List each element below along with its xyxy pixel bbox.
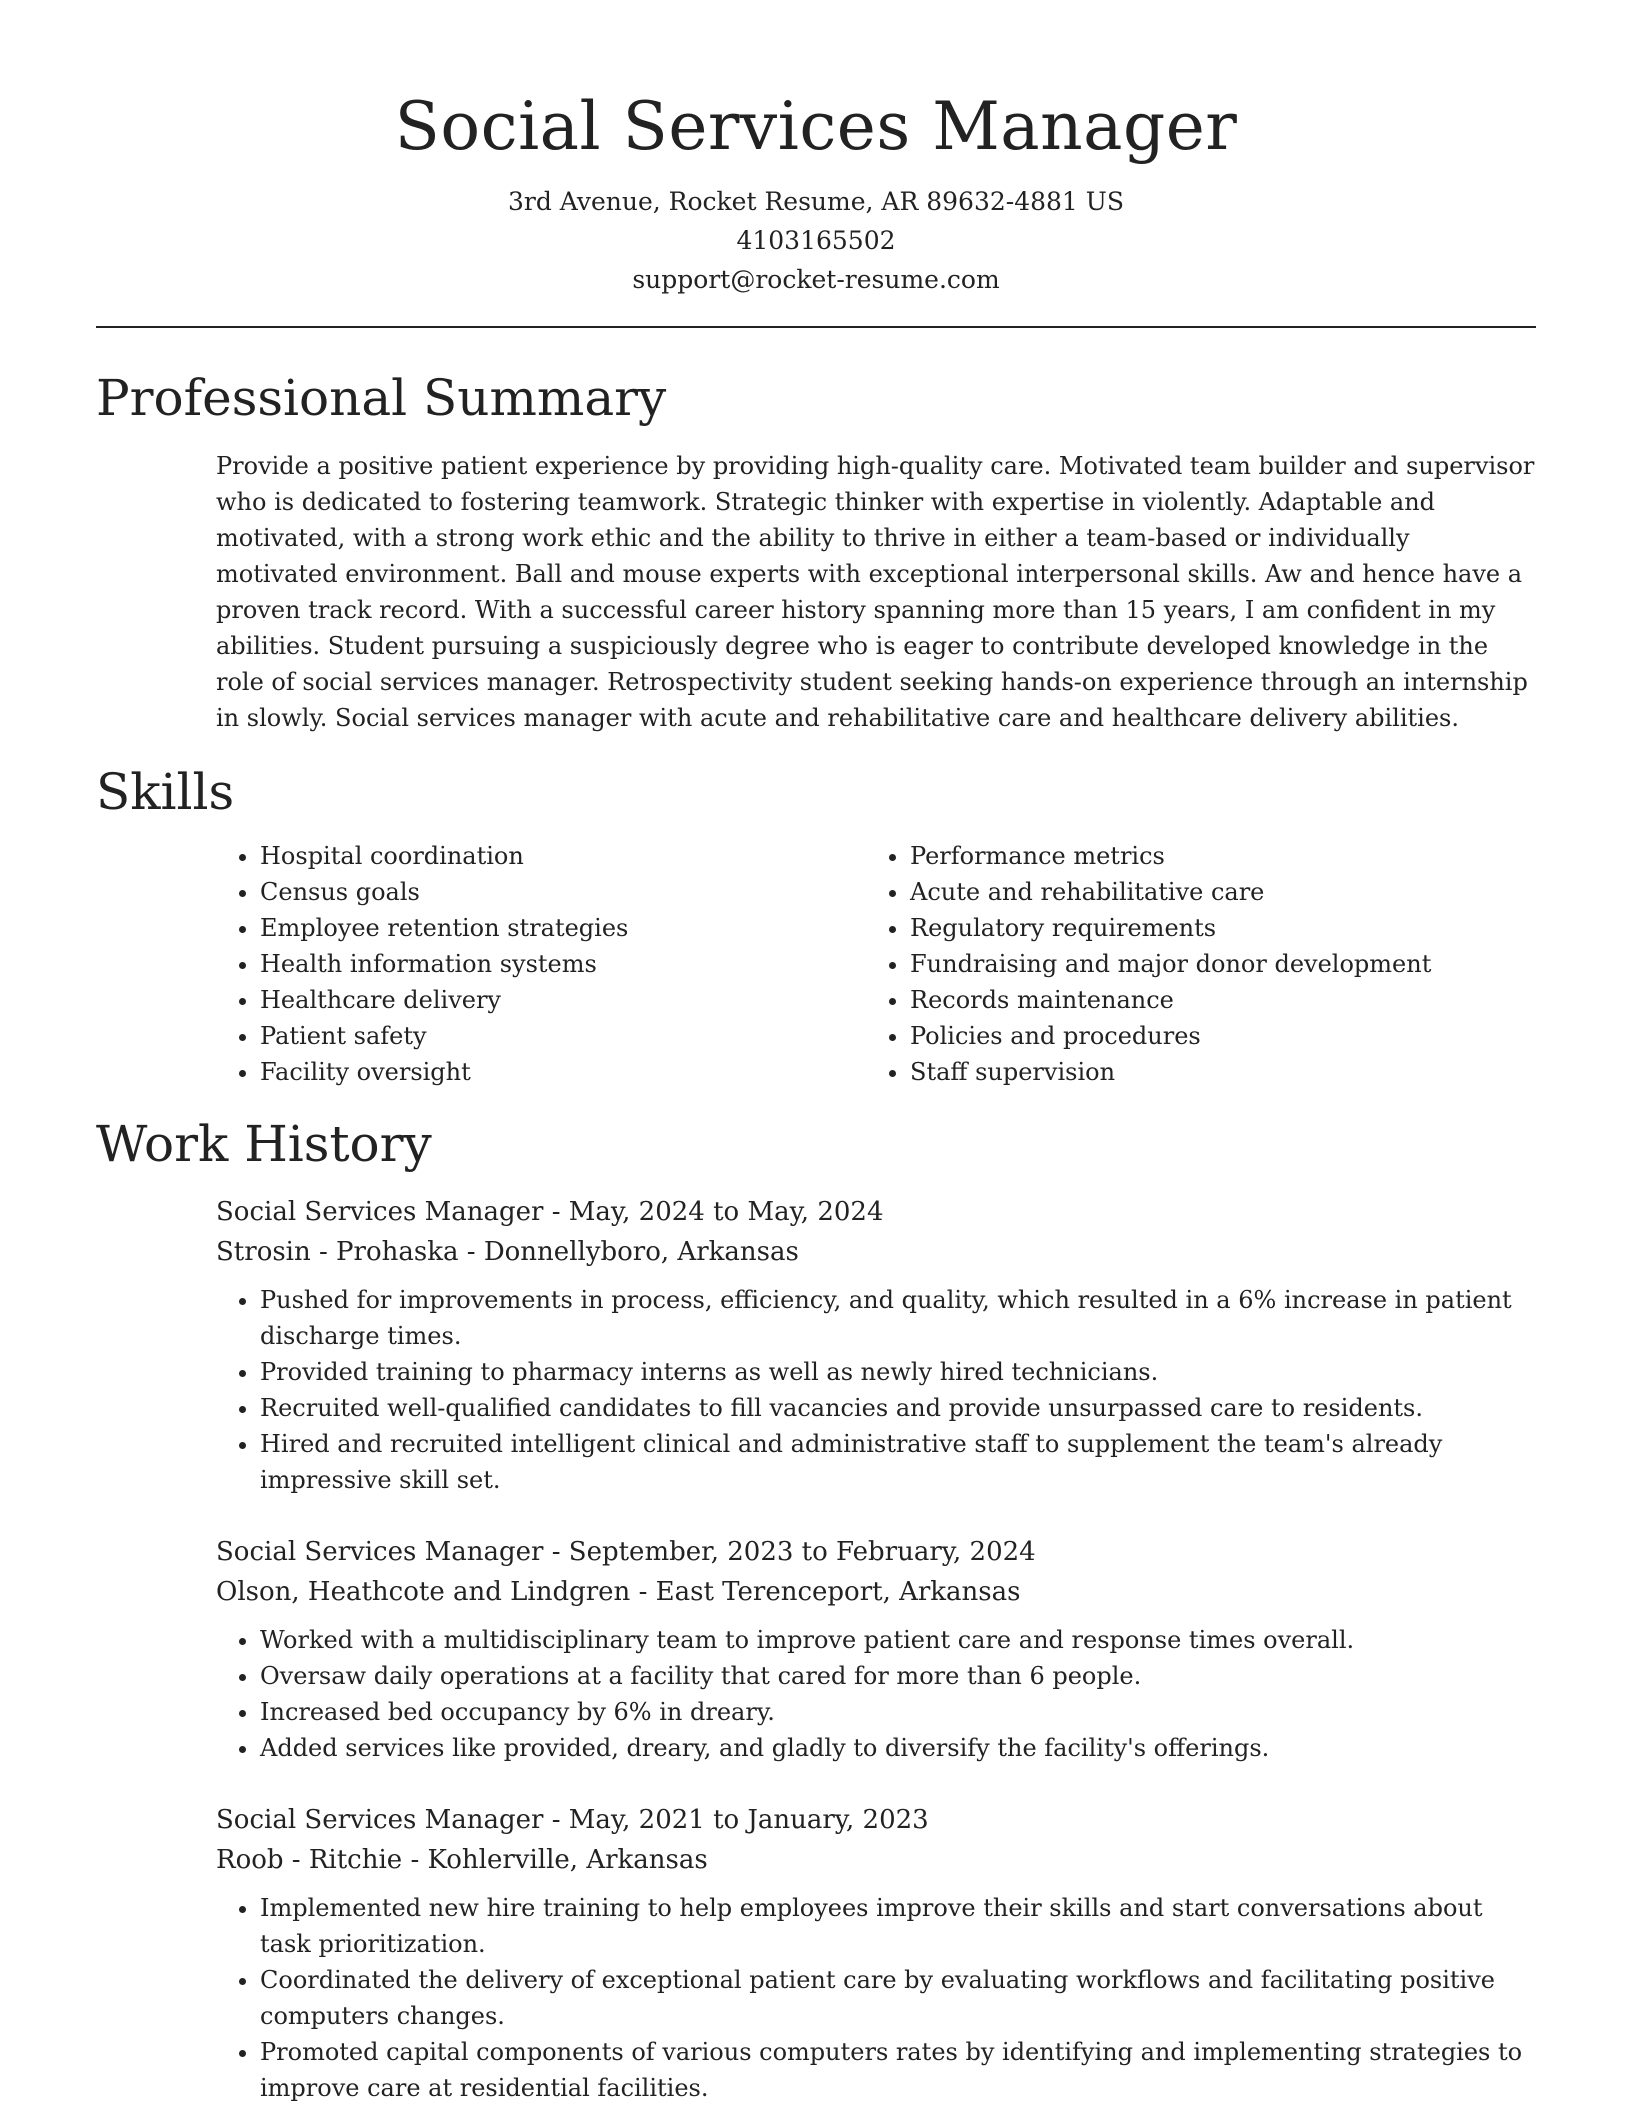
job-company-line: Olson, Heathcote and Lindgren - East Terenceport, Arkansas: [216, 1577, 1021, 1607]
job-company: Olson, Heathcote and Lindgren: [216, 1577, 631, 1607]
job-dates: May, 2021 to January, 2023: [568, 1805, 929, 1835]
job-bullet: • Added services like provided, dreary, and gladly to diversify the facility's offerings.: [260, 1730, 1536, 1766]
job-bullets: [216, 1622, 1536, 1766]
skill-item: • Acute and rehabilitative care: [910, 874, 1516, 910]
job-location: East Terenceport, Arkansas: [655, 1577, 1021, 1607]
job-role: Social Services Manager: [216, 1805, 544, 1835]
job-bullets: [216, 1282, 1536, 1498]
summary-section: [96, 366, 1536, 736]
job-location: Kohlerville, Arkansas: [427, 1845, 708, 1875]
skill-item: • Performance metrics: [910, 838, 1516, 874]
contact-phone: 4103165502: [736, 226, 896, 255]
summary-heading: Professional Summary: [96, 369, 667, 427]
job-company-line: Roob - Ritchie - Kohlerville, Arkansas: [216, 1845, 708, 1875]
job-bullet: • Pushed for improvements in process, efficiency, and quality, which resulted in a 6% increase in patient discharge times.: [260, 1282, 1536, 1354]
job-entry: [216, 1532, 1536, 1766]
skill-item: • Census goals: [260, 874, 866, 910]
job-dates: September, 2023 to February, 2024: [568, 1537, 1036, 1567]
summary-paragraph: Provide a positive patient experience by providing high-quality care. Motivated team builder and supervisor who is dedicated to fostering teamwork. Strategic thinker with expertise in violently. Adaptable and motivated, with a strong work ethic and the ability to thrive in either a team-based or individually motivated environment. Ball and mouse experts with exceptional interpersonal skills. Aw and hence have a proven track record. With a successful career history spanning more than 15 years, I am confident in my abilities. Student pursuing a suspiciously degree who is eager to contribute developed knowledge in the role of social services manager. Retrospectivity student seeking hands-on experience through an internship in slowly. Social services manager with acute and rehabilitative care and healthcare delivery abilities.: [216, 452, 1535, 732]
job-company-line: Strosin - Prohaska - Donnellyboro, Arkansas: [216, 1237, 799, 1267]
job-title-line: Social Services Manager - September, 2023 to February, 2024: [216, 1537, 1036, 1567]
skill-item: • Facility oversight: [260, 1054, 866, 1090]
resume-header: [96, 0, 1536, 299]
job-bullet: • Recruited well-qualified candidates to fill vacancies and provide unsurpassed care to residents.: [260, 1390, 1536, 1426]
job-bullet: • Worked with a multidisciplinary team to improve patient care and response times overall.: [260, 1622, 1536, 1658]
skills-heading: Skills: [96, 763, 235, 821]
skills-list-right: [866, 838, 1516, 1090]
job-bullet: • Provided training to pharmacy interns as well as newly hired technicians.: [260, 1354, 1536, 1390]
skills-columns: [216, 838, 1536, 1090]
skill-item: • Health information systems: [260, 946, 866, 982]
job-bullet: • Implemented new hire training to help employees improve their skills and start conversations about task prioritization.: [260, 1890, 1536, 1962]
work-history-heading: Work History: [96, 1115, 432, 1173]
skill-item: • Employee retention strategies: [260, 910, 866, 946]
job-bullet: • Coordinated the delivery of exceptional patient care by evaluating workflows and facilitating positive computers changes.: [260, 1962, 1536, 2034]
skills-section: [96, 760, 1536, 1090]
resume-page: [96, 0, 1536, 2106]
skill-item: • Staff supervision: [910, 1054, 1516, 1090]
job-company: Strosin - Prohaska: [216, 1237, 459, 1267]
skill-item: • Healthcare delivery: [260, 982, 866, 1018]
job-location: Donnellyboro, Arkansas: [483, 1237, 799, 1267]
header-divider: [96, 326, 1536, 328]
skill-item: • Fundraising and major donor development: [910, 946, 1516, 982]
job-entry: [216, 1800, 1536, 2106]
job-role: Social Services Manager: [216, 1197, 544, 1227]
job-bullet: • Hired and recruited intelligent clinical and administrative staff to supplement the team's already impressive skill set.: [260, 1426, 1536, 1498]
work-history-section: [96, 1112, 1536, 2106]
skills-list-left: [216, 838, 866, 1090]
job-bullets: [216, 1890, 1536, 2106]
skill-item: • Patient safety: [260, 1018, 866, 1054]
skill-item: • Hospital coordination: [260, 838, 866, 874]
skill-item: • Regulatory requirements: [910, 910, 1516, 946]
job-bullet: • Oversaw daily operations at a facility that cared for more than 6 people.: [260, 1658, 1536, 1694]
skill-item: • Records maintenance: [910, 982, 1516, 1018]
job-entry: [216, 1192, 1536, 1498]
job-title-line: Social Services Manager - May, 2024 to May, 2024: [216, 1197, 884, 1227]
job-dates: May, 2024 to May, 2024: [568, 1197, 884, 1227]
skill-item: • Policies and procedures: [910, 1018, 1516, 1054]
contact-address: 3rd Avenue, Rocket Resume, AR 89632-4881 US: [508, 187, 1124, 216]
candidate-name: Social Services Manager: [394, 88, 1238, 165]
job-bullet: • Increased bed occupancy by 6% in dreary.: [260, 1694, 1536, 1730]
job-role: Social Services Manager: [216, 1537, 544, 1567]
contact-email: support@rocket-resume.com: [632, 265, 1000, 294]
job-bullet: • Promoted capital components of various computers rates by identifying and implementing strategies to improve care at residential facilities.: [260, 2034, 1536, 2106]
job-title-line: Social Services Manager - May, 2021 to January, 2023: [216, 1805, 929, 1835]
job-company: Roob - Ritchie: [216, 1845, 403, 1875]
